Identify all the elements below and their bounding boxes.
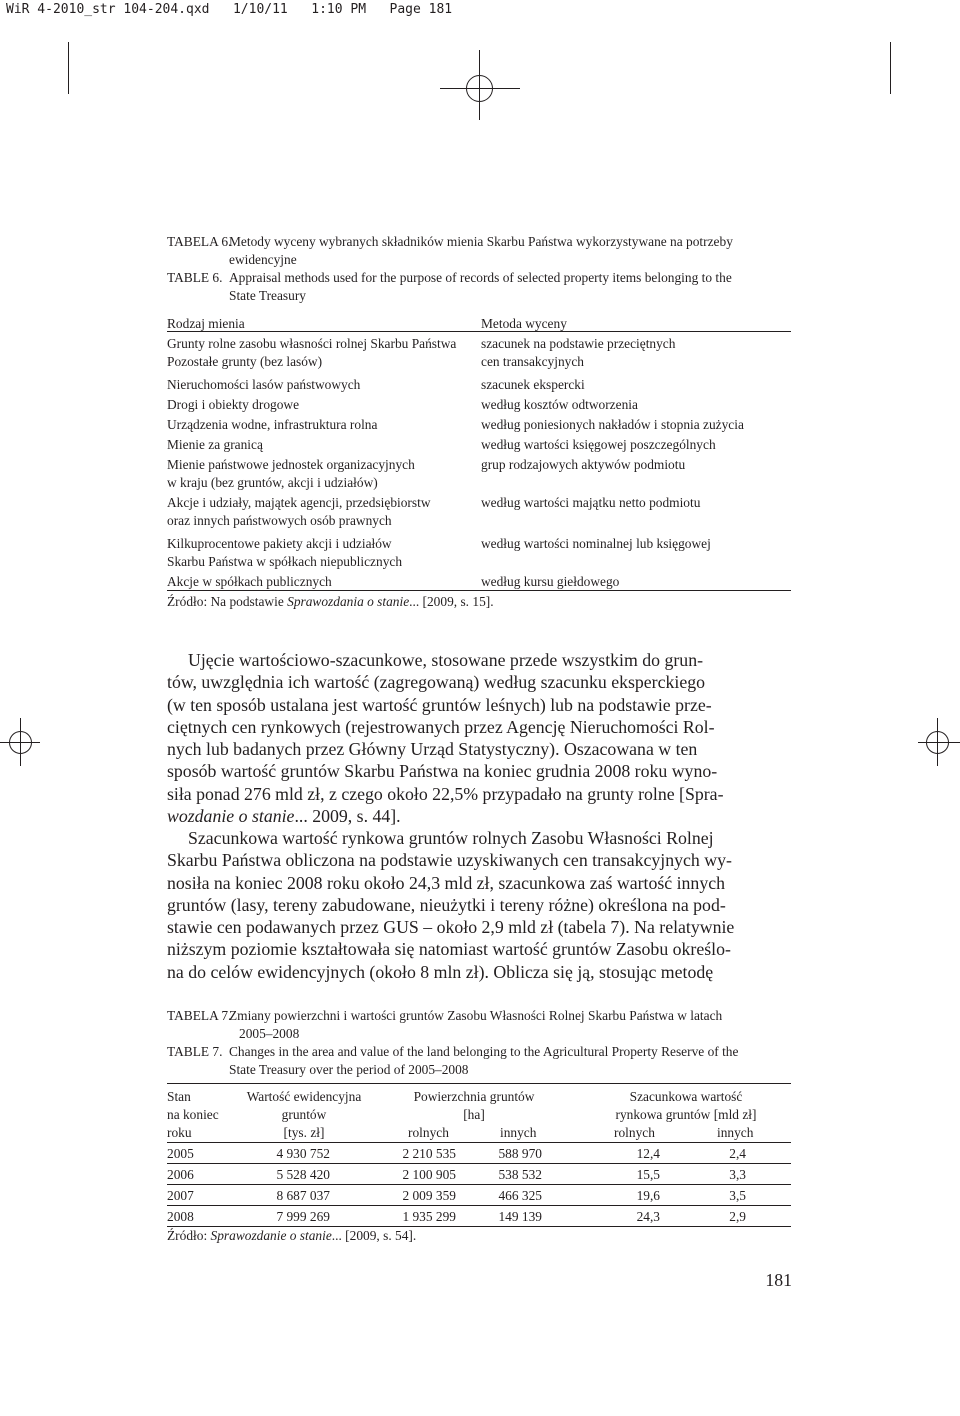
table6-row1-method-b: cen transakcyjnych — [481, 354, 584, 369]
table6-row1-type-a: Grunty rolne zasobu własności rolnej Skarbu Państwa — [167, 336, 457, 351]
table7-cell-value: 5 528 420 — [276, 1167, 330, 1182]
printer-slug: WiR 4-2010_str 104-204.qxd 1/10/11 1:10 PM Page 181 — [6, 2, 453, 17]
table6-source: Źródło: Na podstawie Sprawozdania o stanie... [2009, s. 15]. — [167, 594, 494, 609]
table7-head-pow-2: [ha] — [463, 1107, 485, 1122]
table7-cell-market-other: 2,9 — [729, 1209, 746, 1224]
table6-row2-method: szacunek ekspercki — [481, 377, 585, 392]
body-line: Ujęcie wartościowo-szacunkowe, stosowane przede wszystkim do grun- — [188, 650, 704, 670]
table7-cell-value: 8 687 037 — [276, 1188, 330, 1203]
table6-row2-type: Nieruchomości lasów państwowych — [167, 377, 361, 392]
registration-circle-left — [9, 731, 32, 754]
table7-cell-area-other: 588 970 — [498, 1146, 542, 1161]
table7-cell-market-other: 3,5 — [729, 1188, 746, 1203]
body-line: nych lub badanych przez Główny Urząd Statystyczny). Oszacowana w ten — [167, 739, 698, 760]
body-line: (w ten sposób ustalana jest wartość gruntów leśnych) lub na podstawie prze- — [167, 694, 712, 715]
table6-row8-method: według wartości nominalnej lub księgowej — [481, 536, 711, 551]
table6-caption-pl: TABELA 6. Metody wyceny wybranych składników mienia Skarbu Państwa wykorzystywane na potrzeby ewidencyjne — [167, 234, 733, 267]
body-line: niższym poziomie kształtowała się natomiast wartość gruntów Zasobu określo- — [167, 939, 731, 960]
table7-row-rule — [167, 1184, 791, 1185]
body-paragraph-1 — [167, 649, 791, 827]
table7-cell-market-agri: 24,3 — [636, 1209, 660, 1224]
table6-header-rule — [167, 331, 791, 332]
table7-caption-en: TABLE 7. Changes in the area and value of the land belonging to the Agricultural Property Reserve of the State Treasury over the period of 2005–2008 — [167, 1044, 739, 1077]
table7-head-stan-3: roku — [167, 1125, 192, 1140]
body-line-last: wozdanie o stanie... 2009, s. 44]. — [167, 806, 401, 827]
table6-row7-type-b: oraz innych państwowych osób prawnych — [167, 513, 392, 528]
table6-row7-method: według wartości majątku netto podmiotu — [481, 495, 701, 510]
table7-head-pow-1: Powierzchnia gruntów — [413, 1089, 535, 1104]
table6-row1-type-b: Pozostałe grunty (bez lasów) — [167, 354, 323, 369]
table7-head-szac-1: Szacunkowa wartość — [629, 1089, 743, 1104]
table7-cell-market-other: 3,3 — [729, 1167, 746, 1182]
body-line: gruntów (lasy, tereny zabudowane, nieużytki i tereny różne) określona na pod- — [167, 894, 726, 915]
table6-row5-method: według wartości księgowej poszczególnych — [481, 437, 716, 452]
table6-row6-type-b: w kraju (bez gruntów, akcji i udziałów) — [167, 475, 378, 490]
table7-head-wartosc-3: [tys. zł] — [283, 1125, 325, 1140]
table7-cell-area-agri: 1 935 299 — [402, 1209, 456, 1224]
table6-row3-method: według kosztów odtworzenia — [481, 397, 638, 412]
table7-head-szac-innych: innych — [717, 1125, 754, 1140]
table6-header-type: Rodzaj mienia — [167, 316, 245, 331]
table6-header-method: Metoda wyceny — [481, 316, 567, 331]
table6-row3-type: Drogi i obiekty drogowe — [167, 397, 300, 412]
table7-cell-year: 2008 — [167, 1209, 194, 1224]
table7-cell-market-agri: 15,5 — [636, 1167, 660, 1182]
table7-head-stan-2: na koniec — [167, 1107, 219, 1122]
table6-row1-method-a: szacunek na podstawie przeciętnych — [481, 336, 676, 351]
table7-cell-year: 2005 — [167, 1146, 194, 1161]
crop-mark-top-left — [68, 42, 69, 94]
registration-circle-right — [926, 731, 949, 754]
table7-top-rule — [167, 1083, 791, 1084]
table7-head-szac-rolnych: rolnych — [614, 1125, 655, 1140]
table7-row-rule — [167, 1163, 791, 1164]
table6-row4-type: Urządzenia wodne, infrastruktura rolna — [167, 417, 378, 432]
table6-row8-type-b: Skarbu Państwa w spółkach niepublicznych — [167, 554, 403, 569]
table6-row7-type-a: Akcje i udziały, majątek agencji, przedsiębiorstw — [167, 495, 431, 510]
page-number: 181 — [765, 1270, 792, 1290]
table7-row-rule — [167, 1205, 791, 1206]
body-line: stawie cen podawanych przez GUS – około 2,9 mld zł (tabela 7). Na relatywnie — [167, 917, 735, 938]
table7-head-pow-rolnych: rolnych — [408, 1125, 449, 1140]
table7-head-wartosc-1: Wartość ewidencyjna — [246, 1089, 362, 1104]
table7-caption-pl: TABELA 7. Zmiany powierzchni i wartości gruntów Zasobu Własności Rolnej Skarbu Państwa w latach 2005–2008 — [167, 1008, 723, 1041]
table6-row9-method: według kursu giełdowego — [481, 574, 620, 589]
table6-row5-type: Mienie za granicą — [167, 437, 263, 452]
table7-cell-value: 4 930 752 — [276, 1146, 330, 1161]
crop-mark-top-right — [890, 42, 891, 94]
registration-circle-top — [466, 75, 493, 102]
table6-row6-type-a: Mienie państwowe jednostek organizacyjnych — [167, 457, 415, 472]
table7-head-szac-2: rynkowa gruntów [mld zł] — [615, 1107, 757, 1122]
table7-cell-area-agri: 2 210 535 — [402, 1146, 456, 1161]
table7-cell-area-other: 466 325 — [498, 1188, 542, 1203]
table7-cell-area-agri: 2 100 905 — [402, 1167, 456, 1182]
table6-row6-method: grup rodzajowych aktywów podmiotu — [481, 457, 686, 472]
body-line: na do celów ewidencyjnych (około 8 mln zł). Oblicza się ją, stosując metodę — [167, 961, 714, 982]
body-line: sposób wartość gruntów Skarbu Państwa na koniec grudnia 2008 roku wyno- — [167, 761, 718, 782]
table7-header-rule — [167, 1142, 791, 1143]
table7-cell-year: 2007 — [167, 1188, 194, 1203]
body-paragraph-2 — [167, 827, 791, 983]
body-line: Skarbu Państwa obliczona na podstawie uzyskiwanych cen transakcyjnych wy- — [167, 850, 732, 871]
table7-cell-area-other: 538 532 — [498, 1167, 542, 1182]
body-line: siła ponad 276 mld zł, z czego około 22,5% przypadało na grunty rolne [Spra- — [167, 783, 724, 804]
table7-cell-value: 7 999 269 — [276, 1209, 330, 1224]
body-line: Szacunkowa wartość rynkowa gruntów rolnych Zasobu Własności Rolnej — [188, 828, 714, 848]
table6-row9-type: Akcje w spółkach publicznych — [167, 574, 332, 589]
table7-head-wartosc-2: gruntów — [281, 1107, 327, 1122]
table7-cell-area-agri: 2 009 359 — [402, 1188, 456, 1203]
table6-bottom-rule — [167, 590, 791, 591]
table7-head-pow-innych: innych — [500, 1125, 537, 1140]
table7-cell-area-other: 149 139 — [498, 1209, 542, 1224]
table6-row4-method: według poniesionych nakładów i stopnia zużycia — [481, 417, 744, 432]
table6-row8-type-a: Kilkuprocentowe pakiety akcji i udziałów — [167, 536, 392, 551]
table7-head-stan-1: Stan — [167, 1089, 191, 1104]
body-line: tów, uwzględnia ich wartość (zagregowaną) według szacunku eksperckiego — [167, 672, 705, 693]
body-line: nosiła na koniec 2008 roku około 24,3 mld zł, szacunkowa zaś wartość innych — [167, 872, 725, 893]
table7-cell-market-other: 2,4 — [729, 1146, 746, 1161]
table7-cell-market-agri: 19,6 — [636, 1188, 660, 1203]
body-line: ciętnych cen rynkowych (rejestrowanych przez Agencję Nieruchomości Rol- — [167, 716, 715, 737]
table7-cell-market-agri: 12,4 — [636, 1146, 660, 1161]
table7-cell-year: 2006 — [167, 1167, 194, 1182]
table7-source: Źródło: Sprawozdanie o stanie... [2009, s. 54]. — [167, 1228, 417, 1243]
table6-caption-en: TABLE 6. Appraisal methods used for the purpose of records of selected property items belonging to the State Treasury — [167, 270, 732, 303]
